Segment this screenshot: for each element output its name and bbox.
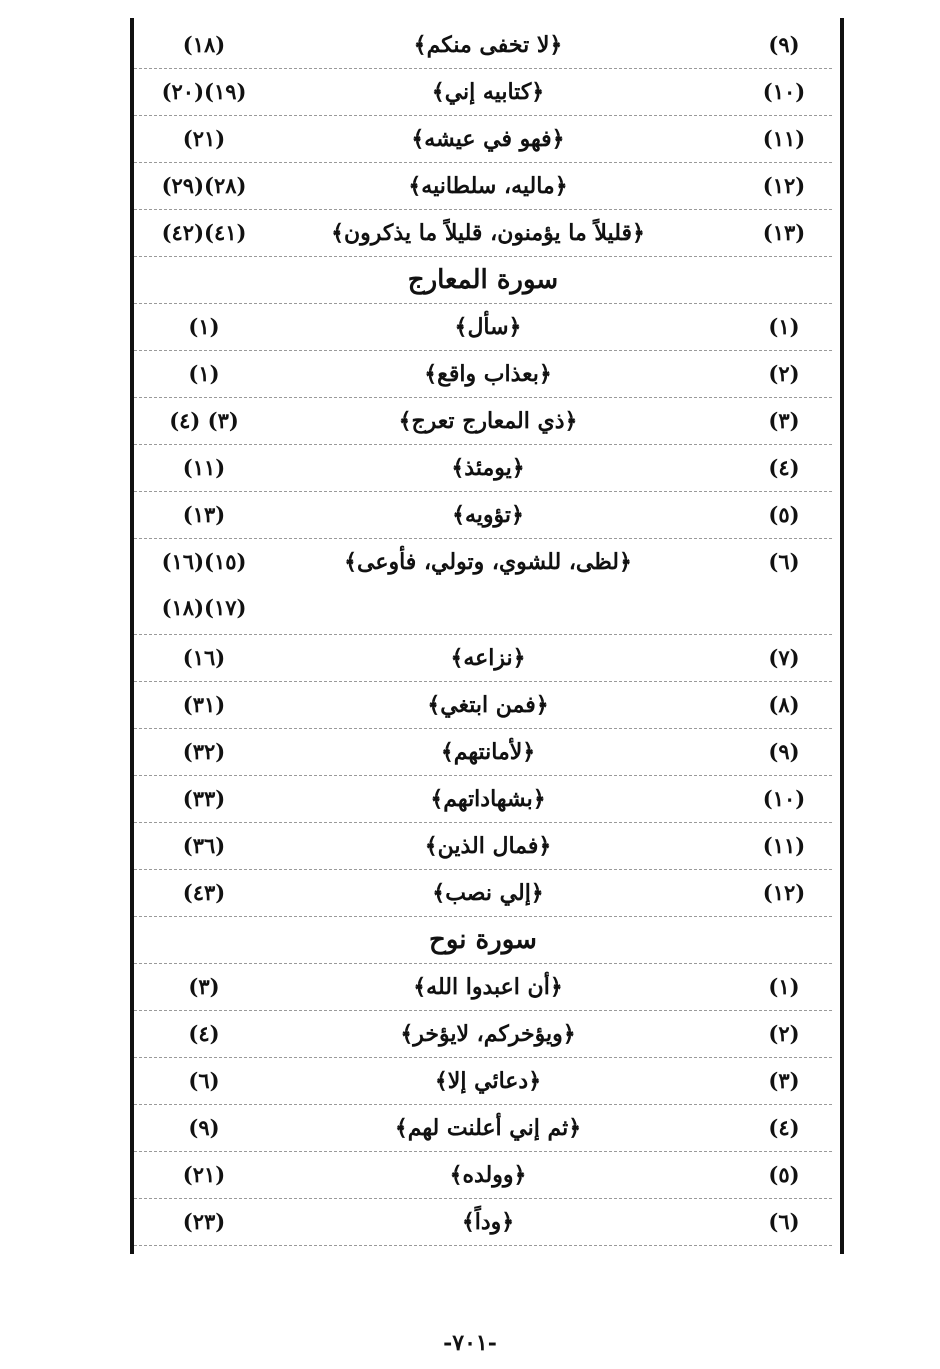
table-row: [134, 69, 832, 116]
table-row: [134, 210, 832, 257]
entry-reference: [144, 492, 264, 538]
reference-line: (١٣): [182, 502, 226, 527]
reference-line: (٢٨)(٢٩): [161, 173, 247, 198]
table-row: [134, 398, 832, 445]
entry-word: ﴿نزاعه﴾: [450, 645, 526, 671]
entry-reference: [144, 22, 264, 68]
entry-reference: [144, 163, 264, 209]
index-table: [134, 22, 832, 1246]
entry-number: (٥): [768, 1162, 800, 1187]
entry-number: (١): [768, 314, 800, 339]
entry-reference: [144, 69, 264, 115]
table-row: [134, 729, 832, 776]
entry-word: ﴿إلي نصب﴾: [432, 880, 544, 906]
entry-word: ﴿ذي المعارج تعرج﴾: [398, 408, 578, 434]
table-row: [134, 492, 832, 539]
entry-number: (١١): [762, 833, 806, 858]
table-row: [134, 1011, 832, 1058]
entry-reference: [144, 964, 264, 1010]
entry-number: (١٢): [762, 880, 806, 905]
entry-reference: [144, 116, 264, 162]
entry-word: ﴿فهو في عيشه﴾: [411, 126, 565, 152]
reference-line: (٢٣): [182, 1209, 226, 1234]
entry-number: (١٠): [762, 79, 806, 104]
reference-line: (١٥)(١٦): [161, 549, 247, 574]
entry-number: (٨): [768, 692, 800, 717]
entry-reference: [144, 635, 264, 681]
entry-reference: [144, 445, 264, 491]
entry-word: ﴿كتابيه إني﴾: [431, 79, 545, 105]
reference-line: (٣١): [182, 692, 226, 717]
table-row: [134, 1058, 832, 1105]
entry-number: (٢): [768, 361, 800, 386]
entry-reference: [144, 351, 264, 397]
reference-line: (٣٢): [182, 739, 226, 764]
table-row: [134, 870, 832, 917]
table-row: [134, 1199, 832, 1246]
entry-word: ﴿لأمانتهم﴾: [440, 739, 536, 765]
table-row: [134, 539, 832, 635]
entry-word: ﴿بعذاب واقع﴾: [424, 361, 552, 387]
entry-reference: [144, 398, 264, 444]
entry-reference: [144, 1011, 264, 1057]
entry-word: ﴿لا تخفى منكم﴾: [413, 32, 563, 58]
entry-reference: [144, 1199, 264, 1245]
table-row: [134, 445, 832, 492]
entry-number: (٣): [768, 1068, 800, 1093]
reference-line: (١١): [182, 455, 226, 480]
entry-number: (١١): [762, 126, 806, 151]
entry-reference: [144, 1058, 264, 1104]
entry-word: ﴿ماليه، سلطانيه﴾: [408, 173, 568, 199]
table-row: [134, 635, 832, 682]
surah-heading-row: [134, 257, 832, 304]
entry-word: ﴿وولده﴾: [449, 1162, 527, 1188]
entry-reference: [144, 210, 264, 256]
entry-number: (٩): [768, 739, 800, 764]
entry-reference: [144, 304, 264, 350]
entry-number: (٦): [768, 1209, 800, 1234]
reference-line: (٩): [188, 1115, 220, 1140]
reference-line-continued: (١٧)(١٨): [161, 595, 247, 620]
reference-line: (٣) (٤): [169, 408, 239, 433]
table-row: [134, 1105, 832, 1152]
entry-word: ﴿تؤويه﴾: [452, 502, 524, 528]
entry-reference: [144, 729, 264, 775]
reference-line: (١): [188, 314, 220, 339]
entry-word: ﴿سأل﴾: [454, 314, 522, 340]
table-row: [134, 116, 832, 163]
reference-line: (٤٣): [182, 880, 226, 905]
entry-number: (٩): [768, 32, 800, 57]
entry-number: (٣): [768, 408, 800, 433]
entry-number: (٤): [768, 455, 800, 480]
entry-number: (٦): [768, 549, 800, 574]
entry-number: (٥): [768, 502, 800, 527]
entry-reference: [144, 539, 264, 631]
entry-reference: [144, 823, 264, 869]
reference-line: (٣٣): [182, 786, 226, 811]
table-row: [134, 776, 832, 823]
table-row: [134, 22, 832, 69]
entry-number: (١٠): [762, 786, 806, 811]
entry-reference: [144, 1105, 264, 1151]
entry-word: ﴿يومئذ﴾: [451, 455, 525, 481]
table-row: [134, 304, 832, 351]
entry-word: ﴿لظى، للشوي، وتولي، فأوعى﴾: [344, 549, 632, 575]
entry-reference: [144, 870, 264, 916]
entry-word: ﴿وداً﴾: [461, 1209, 515, 1235]
entry-reference: [144, 776, 264, 822]
reference-line: (١): [188, 361, 220, 386]
table-row: [134, 163, 832, 210]
reference-line: (١٩)(٢٠): [161, 79, 247, 104]
entry-word: ﴿ويؤخركم، لايؤخر﴾: [400, 1021, 576, 1047]
reference-line: (٣): [188, 974, 220, 999]
reference-line: (٦): [188, 1068, 220, 1093]
reference-line: (١٦): [182, 645, 226, 670]
entry-reference: [144, 1152, 264, 1198]
entry-word: ﴿أن اعبدوا الله﴾: [413, 974, 563, 1000]
entry-number: (١٢): [762, 173, 806, 198]
entry-word: ﴿بشهاداتهم﴾: [430, 786, 546, 812]
entry-word: ﴿دعائي إلا﴾: [434, 1068, 542, 1094]
entry-word: ﴿فمن ابتغي﴾: [427, 692, 549, 718]
surah-heading: سورة المعارج: [407, 265, 559, 295]
table-row: [134, 964, 832, 1011]
entry-number: (٤): [768, 1115, 800, 1140]
reference-line: (٤١)(٤٢): [161, 220, 247, 245]
reference-line: (٣٦): [182, 833, 226, 858]
entry-number: (١٣): [762, 220, 806, 245]
surah-heading: سورة نوح: [429, 925, 537, 955]
table-row: [134, 823, 832, 870]
entry-number: (١): [768, 974, 800, 999]
table-row: [134, 682, 832, 729]
entry-reference: [144, 682, 264, 728]
entry-word: ﴿ثم إني أعلنت لهم﴾: [394, 1115, 582, 1141]
surah-heading-row: [134, 917, 832, 964]
table-row: [134, 351, 832, 398]
reference-line: (٢١): [182, 1162, 226, 1187]
table-row: [134, 1152, 832, 1199]
entry-word: ﴿قليلاً ما يؤمنون، قليلاً ما يذكرون﴾: [331, 220, 645, 246]
entry-number: (٢): [768, 1021, 800, 1046]
reference-line: (٢١): [182, 126, 226, 151]
entry-word: ﴿فمال الذين﴾: [424, 833, 552, 859]
entry-number: (٧): [768, 645, 800, 670]
reference-line: (١٨): [182, 32, 226, 57]
page-number: -٧٠١-: [443, 1330, 497, 1356]
reference-line: (٤): [188, 1021, 220, 1046]
